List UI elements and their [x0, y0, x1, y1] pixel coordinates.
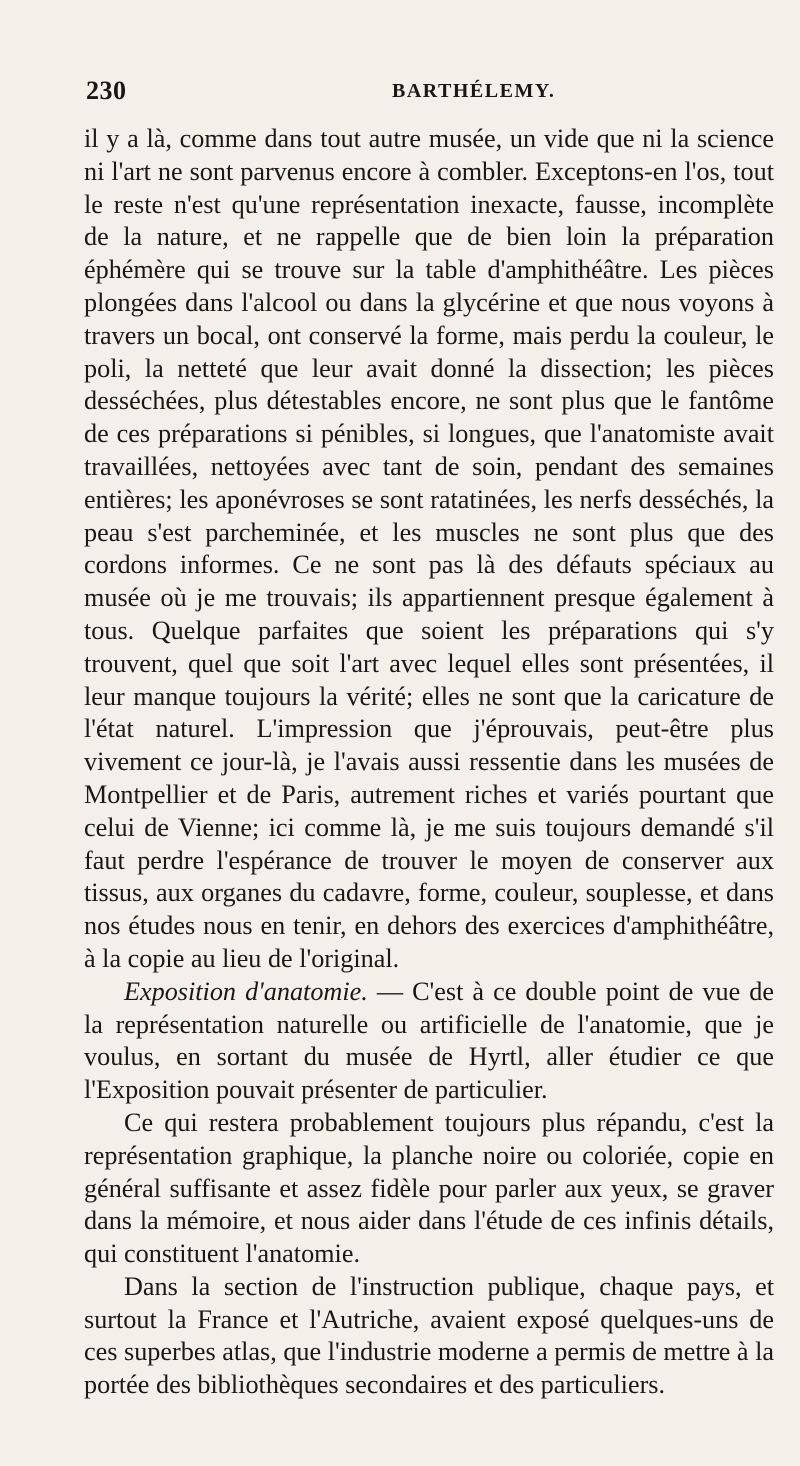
paragraph-1: il y a là, comme dans tout autre musée, un vide que ni la science ni l'art ne sont parvenus encore à combler. Exceptons-en l'os, tout le reste n'est qu'une représentation inexacte, fausse, incomplète de la nature, et ne rappelle que de bien loin la préparation éphémère qui se trouve sur la table d'amphithéâtre. Les pièces plongées dans l'alcool ou dans la glycérine et que nous voyons à travers un bocal, ont conservé la forme, mais perdu la couleur, le poli, la netteté que leur avait donné la dissection; les pièces desséchées, plus détestables encore, ne sont plus que le fantôme de ces préparations si pénibles, si longues, que l'anatomiste avait travaillées, nettoyées avec tant de soin, pendant des semaines entières; les aponévroses se sont ratatinées, les nerfs desséchés, la peau s'est parcheminée, et les muscles ne sont plus que des cordons informes. Ce ne sont pas là des défauts spéciaux au musée où je me trouvais; ils appartiennent presque également à tous. Quelque parfaites que soient les préparations qui s'y trouvent, quel que soit l'art avec lequel elles sont présentées, il leur manque toujours la vérité; elles ne sont que la caricature de l'état naturel. L'impression que j'éprouvais, peut-être plus vivement ce jour-là, je l'avais aussi ressentie dans les musées de Montpellier et de Paris, autrement riches et variés pourtant que celui de Vienne; ici comme là, je me suis toujours demandé s'il faut perdre l'espérance de trouver le moyen de conserver aux tissus, aux organes du cadavre, forme, couleur, souplesse, et dans nos études nous en tenir, en dehors des exercices d'amphithéâtre, à la copie au lieu de l'original. — [84, 124, 774, 973]
page-number: 230 — [86, 76, 127, 105]
page-header — [86, 76, 786, 112]
body-text — [84, 123, 774, 1402]
paragraph-4: Dans la section de l'instruction publique, chaque pays, et surtout la France et l'Autriche, avaient exposé quelques-uns de ces superbes atlas, que l'industrie moderne a permis de mettre à la portée des bibliothèques secondaires et des particuliers. — [84, 1271, 774, 1400]
section-heading-exposition: Exposition d'anatomie. — [124, 976, 368, 1006]
paragraph-2: Exposition d'anatomie. — C'est à ce double point de vue de la représentation naturelle ou artificielle de l'anatomie, que je voulus, en sortant du musée de Hyrtl, aller étudier ce que l'Exposition pouvait présenter de particulier. — [84, 976, 774, 1105]
paragraph-3: Ce qui restera probablement toujours plus répandu, c'est la représentation graphique, la planche noire ou coloriée, copie en général suffisante et assez fidèle pour parler aux yeux, se graver dans la mémoire, et nous aider dans l'étude de ces infinis détails, qui constituent l'anatomie. — [84, 1107, 774, 1269]
running-head: BARTHÉLEMY. — [392, 80, 556, 102]
